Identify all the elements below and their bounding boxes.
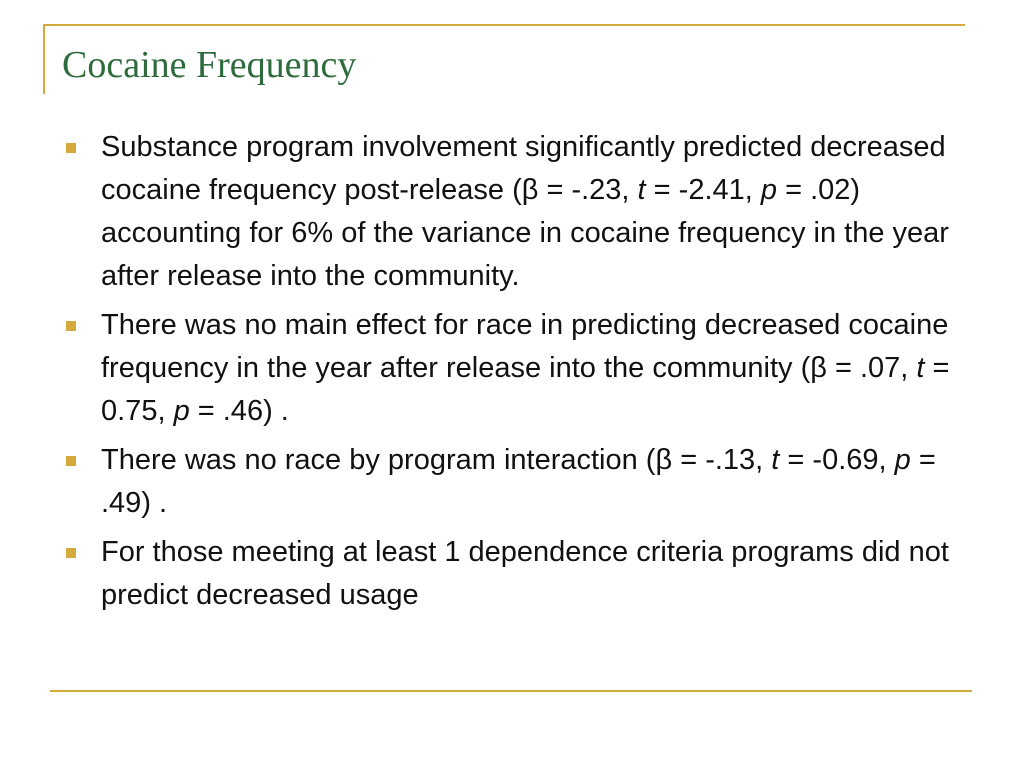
bullet-text-segment: t (916, 352, 925, 384)
bullet-item (66, 304, 966, 433)
square-bullet-icon (66, 321, 76, 331)
bullet-text-segment: = .02) accounting for 6% of the variance in cocaine frequency in the year after release into the community. (101, 174, 949, 292)
bottom-rule (50, 690, 972, 692)
top-rule (43, 24, 965, 26)
bullet-text-segment: Substance program involvement significantly predicted decreased cocaine frequency post-release (β = -.23, (101, 131, 946, 206)
bullet-text-segment: There was no race by program interaction (β = -.13, (101, 444, 772, 476)
bullet-text-segment: = .49) . (101, 444, 936, 519)
left-rule (43, 24, 45, 94)
bullet-text (101, 531, 966, 617)
bullet-text-segment: = 0.75, (101, 352, 950, 427)
bullet-text-segment: p (173, 395, 190, 427)
bullet-text-segment: = .46) . (189, 395, 289, 427)
bullet-text-segment: p (760, 174, 778, 206)
bullet-text-segment: For those meeting at least 1 dependence criteria programs did not predict decreased usage (101, 536, 949, 611)
bullet-item (66, 531, 966, 617)
bullet-text-segment: = -2.41, (645, 174, 761, 206)
bullet-text (101, 439, 966, 525)
bullet-text (101, 304, 966, 433)
bullet-text-segment: t (771, 444, 780, 476)
square-bullet-icon (66, 548, 76, 558)
bullet-text (101, 126, 966, 298)
bullet-text-segment: There was no main effect for race in predicting decreased cocaine frequency in the year after release into the community (β = .07, (101, 309, 949, 384)
square-bullet-icon (66, 456, 76, 466)
bullet-list (66, 126, 966, 623)
bullet-text-segment: t (637, 174, 646, 206)
bullet-item (66, 439, 966, 525)
bullet-item (66, 126, 966, 298)
bullet-text-segment: = -0.69, (779, 444, 895, 476)
square-bullet-icon (66, 143, 76, 153)
bullet-text-segment: p (894, 444, 911, 476)
slide-title: Cocaine Frequency (62, 44, 357, 86)
